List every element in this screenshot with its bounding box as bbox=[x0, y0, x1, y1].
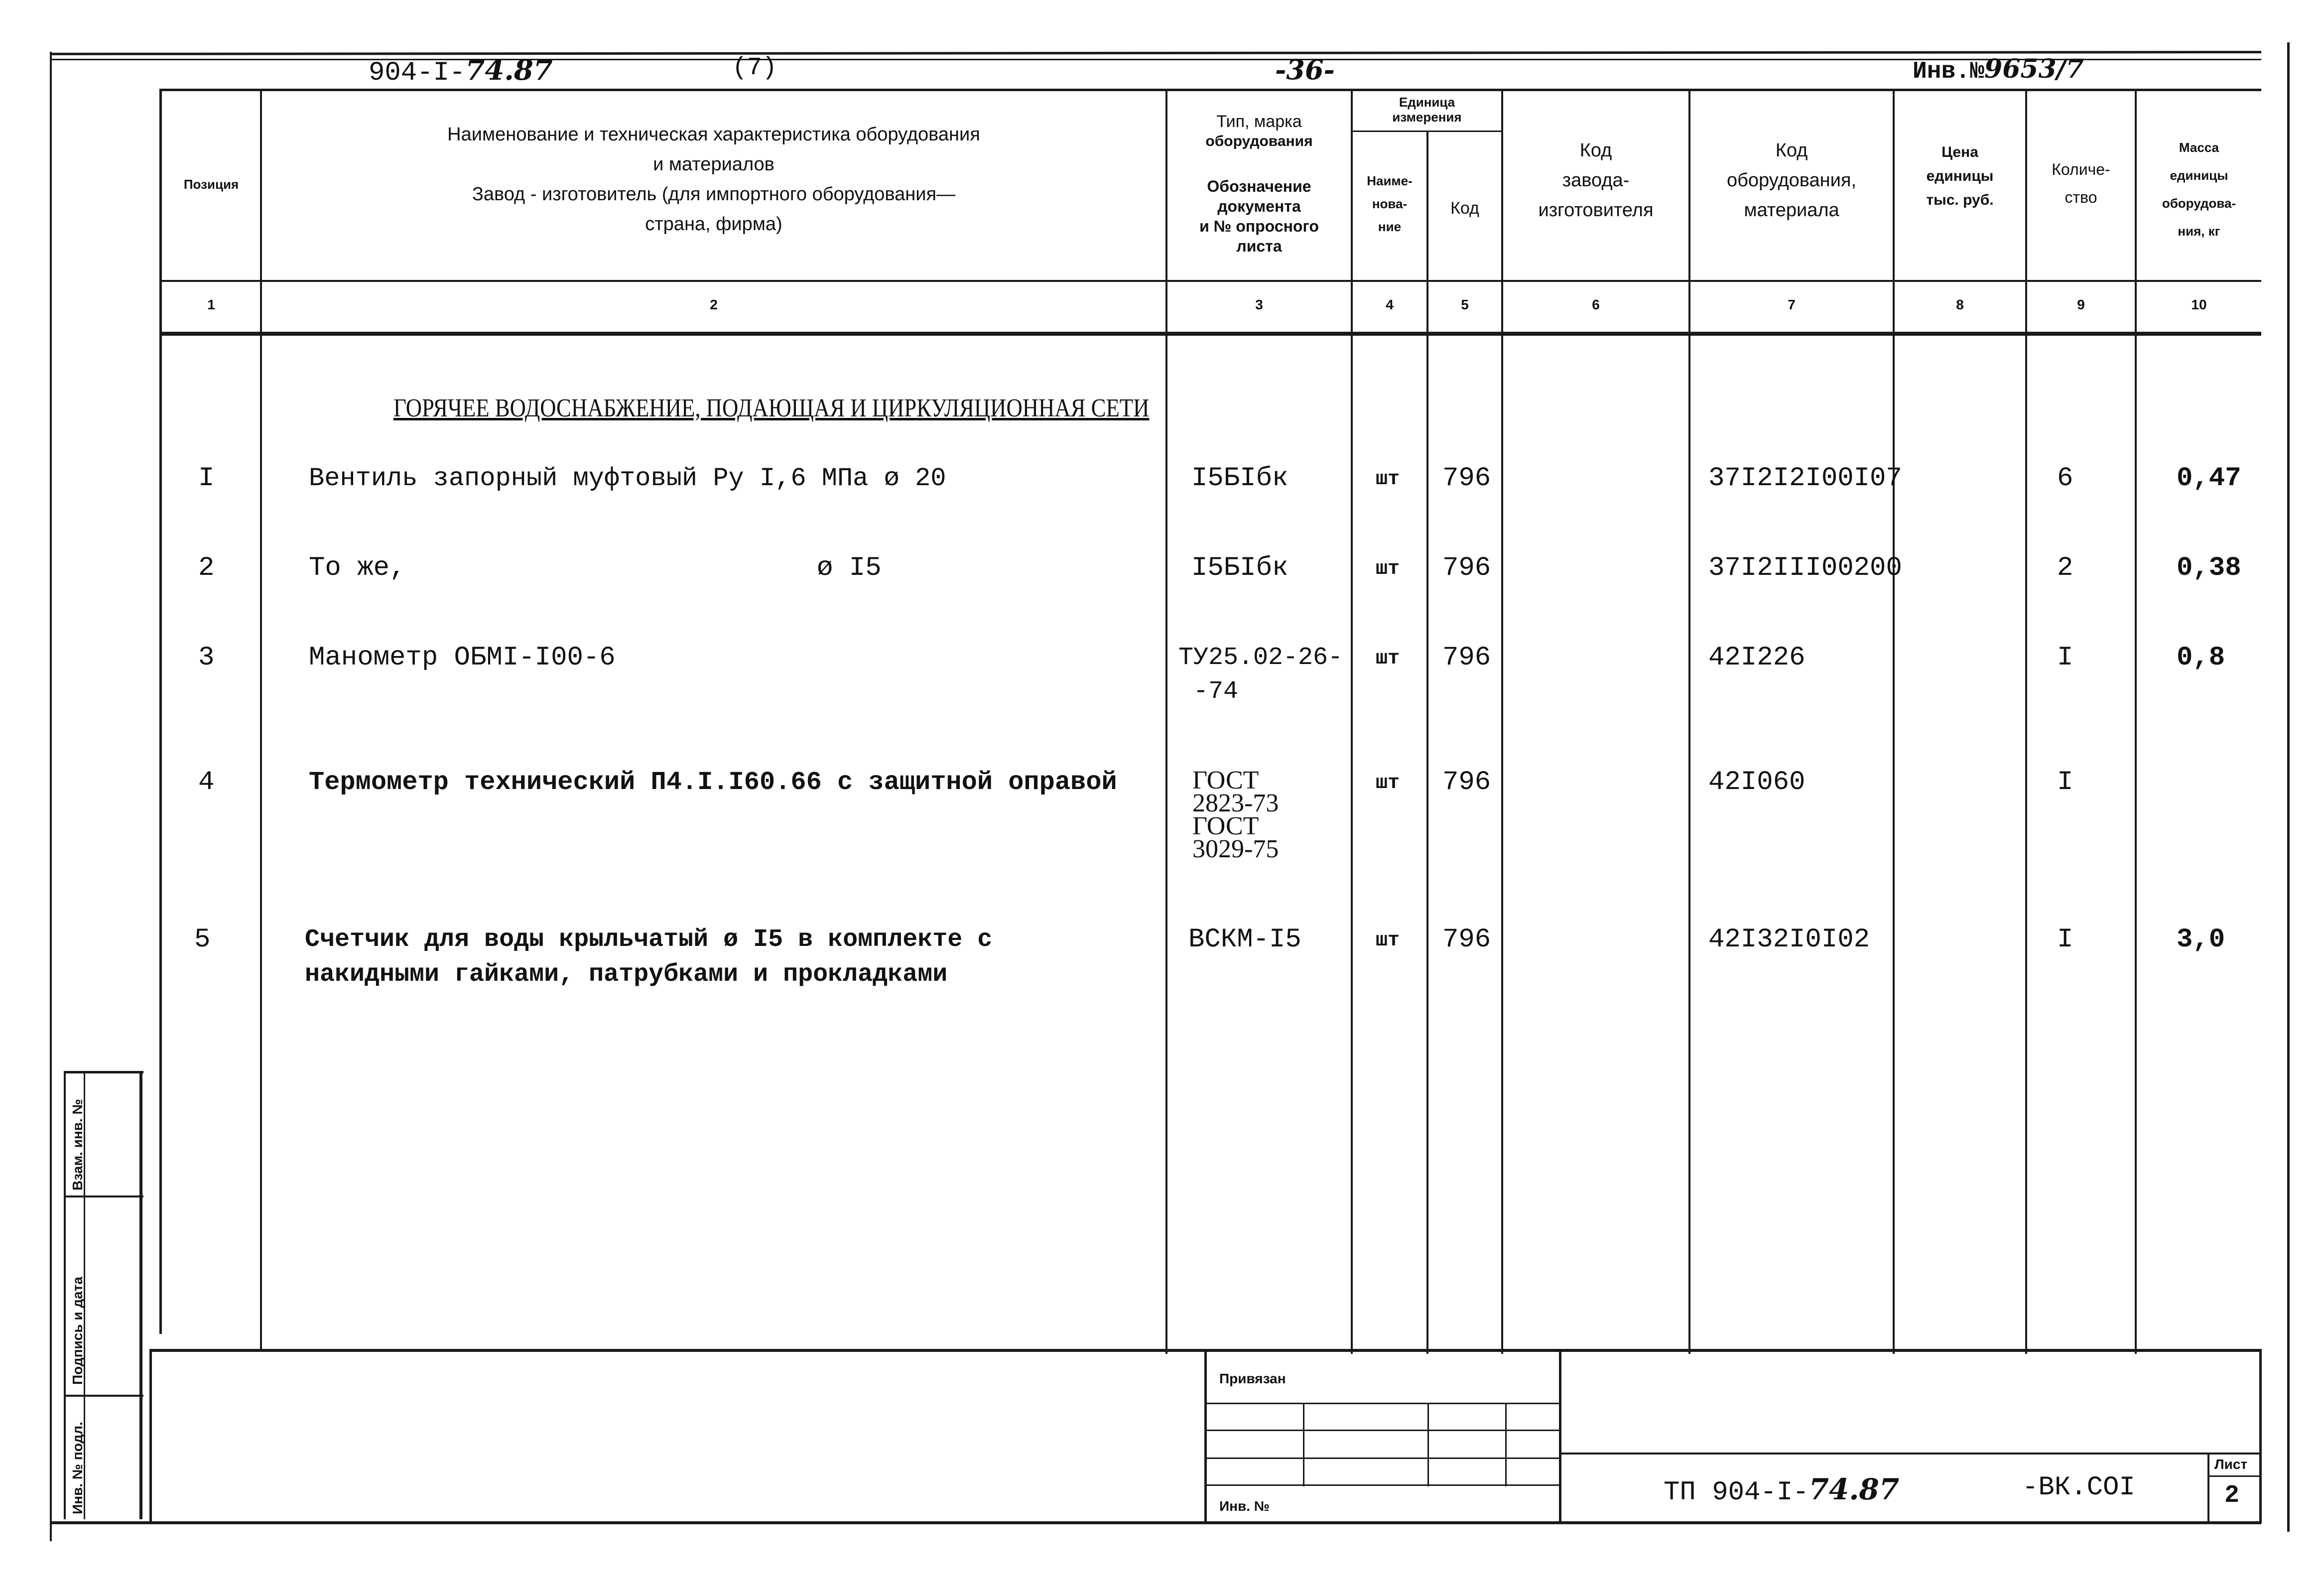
header-col4-line3: ние bbox=[1378, 219, 1402, 234]
row5-mass: 3,0 bbox=[2177, 925, 2225, 955]
header-col3-doc4: листа bbox=[1236, 237, 1282, 255]
tp-code-suffix: -ВК.СОI bbox=[2022, 1472, 2135, 1503]
side-stamp-podpis: Подпись и дата bbox=[70, 1277, 85, 1385]
row5-qty: I bbox=[2057, 925, 2073, 955]
sheet-label: Лист bbox=[2214, 1456, 2248, 1472]
row1-mass: 0,47 bbox=[2177, 463, 2241, 494]
privyazan-box-left bbox=[1204, 1349, 1207, 1523]
sheet-value: 2 bbox=[2224, 1481, 2240, 1510]
header-col3 bbox=[1167, 112, 1351, 256]
row4-name: Термометр технический П4.I.I60.66 с защитной оправой bbox=[309, 768, 1117, 797]
header-col4 bbox=[1353, 169, 1426, 238]
colnum-1: 1 bbox=[207, 297, 215, 312]
unit-group-bottom bbox=[1351, 131, 1501, 132]
colsep-6 bbox=[1688, 89, 1690, 1354]
colsep-9 bbox=[2135, 89, 2137, 1354]
inventory-value: 9653/7 bbox=[1984, 54, 2084, 84]
row1-qty: 6 bbox=[2057, 463, 2073, 494]
header-col10-line1: Масса bbox=[2179, 140, 2219, 155]
header-col9-line1: Количе- bbox=[2052, 160, 2110, 178]
row2-unit: шт bbox=[1376, 558, 1400, 580]
row2-mass: 0,38 bbox=[2177, 553, 2241, 583]
privyazan-grid-v2 bbox=[1427, 1403, 1429, 1486]
colsep-2 bbox=[1165, 89, 1167, 1354]
frame-left-outer bbox=[50, 52, 52, 1541]
header-col2-line1: Наименование и техническая характеристика оборудования bbox=[447, 124, 980, 145]
header-col3-doc3: и № опросного bbox=[1199, 217, 1319, 235]
privyazan-label: Привязан bbox=[1219, 1371, 1286, 1386]
row5-unit: шт bbox=[1376, 929, 1400, 952]
inventory-label: Инв.№ bbox=[1913, 58, 1985, 85]
header-bottom bbox=[159, 280, 2261, 282]
header-col2 bbox=[262, 120, 1165, 239]
row3-qty: I bbox=[2057, 643, 2073, 673]
header-unit-group bbox=[1353, 95, 1501, 125]
privyazan-grid-v1 bbox=[1303, 1403, 1304, 1486]
header-col9-line2: ство bbox=[2065, 188, 2097, 206]
colsep-7 bbox=[1893, 89, 1895, 1354]
row2-name-size: ø I5 bbox=[817, 553, 882, 583]
row2-code: 796 bbox=[1442, 553, 1491, 583]
tp-code bbox=[1664, 1472, 1899, 1508]
header-col5: Код bbox=[1450, 199, 1479, 218]
row5-name-line1: Счетчик для воды крыльчатый ø I5 в комплекте с bbox=[305, 926, 993, 954]
sheet-box-mid bbox=[2207, 1475, 2261, 1477]
row1-equip-code: 37I2I2I00I07 bbox=[1708, 463, 1902, 494]
row3-unit: шт bbox=[1376, 648, 1400, 670]
side-stamp-right bbox=[139, 1071, 142, 1519]
doc-code-prefix: 904-I- bbox=[369, 58, 466, 88]
header-col2-line4: страна, фирма) bbox=[645, 214, 782, 235]
row5-name-line2: накидными гайками, патрубками и прокладками bbox=[305, 960, 948, 989]
colsep-1 bbox=[260, 89, 262, 1349]
row3-equip-code: 42I226 bbox=[1708, 643, 1806, 673]
header-col7 bbox=[1690, 135, 1893, 225]
side-stamp-top bbox=[64, 1071, 143, 1073]
header-col6 bbox=[1503, 135, 1688, 225]
row5-code: 796 bbox=[1442, 925, 1491, 955]
colsep-3 bbox=[1351, 89, 1353, 1354]
header-col1: Позиция bbox=[183, 177, 239, 192]
header-col6-line2: завода- bbox=[1562, 170, 1630, 191]
colsep-5 bbox=[1501, 89, 1503, 1354]
doc-code-hand: 74.87 bbox=[465, 54, 553, 87]
row3-type-line1: ТУ25.02-26- bbox=[1178, 644, 1343, 672]
title-block-bottom bbox=[50, 1521, 2261, 1524]
row5-type: ВСКМ-I5 bbox=[1188, 925, 1301, 955]
privyazan-grid-v3 bbox=[1505, 1403, 1507, 1486]
header-col6-line3: изготовителя bbox=[1538, 200, 1654, 221]
row4-pos: 4 bbox=[198, 767, 215, 797]
header-col8 bbox=[1895, 140, 2025, 212]
colnum-9: 9 bbox=[2077, 297, 2085, 312]
row3-name: Манометр ОБМI-I00-6 bbox=[309, 643, 616, 673]
colnum-7: 7 bbox=[1788, 297, 1796, 312]
frame-right bbox=[2287, 42, 2290, 1532]
header-col10-line3: оборудова- bbox=[2162, 196, 2236, 211]
header-col7-line2: оборудования, bbox=[1726, 170, 1857, 191]
colsep-8 bbox=[2025, 89, 2027, 1354]
row3-type-line2: -74 bbox=[1178, 677, 1239, 706]
row2-pos: 2 bbox=[198, 553, 215, 583]
header-col8-line3: тыс. руб. bbox=[1926, 192, 1994, 208]
page-number: -36- bbox=[1275, 54, 1335, 86]
header-col4-line1: Наиме- bbox=[1367, 173, 1413, 188]
header-col3-type2: оборудования bbox=[1205, 133, 1313, 149]
header-col7-line1: Код bbox=[1775, 140, 1808, 161]
numbers-bottom bbox=[159, 332, 2261, 336]
table-top bbox=[159, 89, 2261, 91]
row5-pos: 5 bbox=[194, 925, 211, 955]
title-block-right bbox=[2259, 1349, 2262, 1523]
row3-mass: 0,8 bbox=[2177, 643, 2225, 673]
header-col4-line2: нова- bbox=[1372, 196, 1408, 211]
tp-code-hand: 74.87 bbox=[1808, 1472, 1900, 1506]
sheet-box-left bbox=[2207, 1453, 2209, 1522]
row1-name: Вентиль запорный муфтовый Ру I,6 МПа ø 20 bbox=[309, 464, 946, 493]
colnum-6: 6 bbox=[1592, 297, 1600, 312]
doc-code-row-top bbox=[1559, 1453, 2261, 1455]
colnum-2: 2 bbox=[710, 297, 718, 312]
side-stamp-inv-podl: Инв. № подл. bbox=[70, 1422, 85, 1514]
row4-qty: I bbox=[2057, 767, 2073, 797]
row1-unit: шт bbox=[1376, 468, 1400, 491]
header-col3-doc2: документа bbox=[1217, 197, 1301, 215]
header-col3-type: Тип, марка bbox=[1216, 112, 1302, 131]
inv-no-label: Инв. № bbox=[1219, 1498, 1270, 1514]
row4-code: 796 bbox=[1442, 767, 1491, 797]
row4-equip-code: 42I060 bbox=[1708, 767, 1806, 797]
header-unit-line1: Единица bbox=[1399, 95, 1455, 110]
privyazan-box-right bbox=[1559, 1349, 1561, 1523]
header-col8-line2: единицы bbox=[1926, 168, 1994, 184]
colsep-4 bbox=[1426, 131, 1428, 1354]
header-col10 bbox=[2137, 133, 2261, 245]
header-col3-doc1: Обозначение bbox=[1207, 177, 1311, 195]
header-col2-line3: Завод - изготовитель (для импортного оборудования— bbox=[472, 184, 956, 205]
colnum-3: 3 bbox=[1255, 297, 1263, 312]
colnum-4: 4 bbox=[1386, 297, 1394, 312]
row2-qty: 2 bbox=[2057, 553, 2073, 583]
row4-type-line3: ГОСТ bbox=[1192, 812, 1259, 840]
row4-type-line2: 2823-73 bbox=[1192, 789, 1279, 817]
tp-code-prefix: ТП 904-I- bbox=[1664, 1477, 1809, 1508]
row3-pos: 3 bbox=[198, 643, 215, 673]
header-col10-line4: ния, кг bbox=[2178, 224, 2220, 239]
sheet-in-parens: (7) bbox=[732, 54, 777, 82]
side-stamp-left bbox=[64, 1071, 66, 1519]
row3-code: 796 bbox=[1442, 643, 1491, 673]
row1-pos: I bbox=[198, 463, 215, 494]
header-col7-line3: материала bbox=[1744, 200, 1839, 221]
header-unit-line2: измерения bbox=[1392, 110, 1462, 125]
colnum-5: 5 bbox=[1461, 297, 1469, 312]
header-col2-line2: и материалов bbox=[653, 154, 775, 175]
colnum-8: 8 bbox=[1956, 297, 1964, 312]
colnum-10: 10 bbox=[2191, 297, 2207, 312]
table-left bbox=[159, 89, 162, 1334]
row4-unit: шт bbox=[1376, 772, 1400, 794]
row2-name: То же, bbox=[309, 553, 406, 583]
doc-code bbox=[369, 54, 553, 88]
side-stamp-vzam: Взам. инв. № bbox=[70, 1099, 85, 1191]
row4-type bbox=[1192, 766, 1279, 863]
row2-equip-code: 37I2III00200 bbox=[1708, 553, 1902, 583]
section-title: ГОРЯЧЕЕ ВОДОСНАБЖЕНИЕ, ПОДАЮЩАЯ И ЦИРКУЛЯЦИОННАЯ СЕТИ bbox=[393, 394, 1150, 422]
row2-type: I5БIбк bbox=[1191, 553, 1289, 583]
header-col8-line1: Цена bbox=[1941, 144, 1978, 160]
row1-code: 796 bbox=[1442, 463, 1491, 494]
row4-type-line4: 3029-75 bbox=[1192, 835, 1279, 863]
row1-type: I5БIбк bbox=[1191, 463, 1289, 494]
header-col9 bbox=[2027, 155, 2135, 211]
row5-equip-code: 42I32I0I02 bbox=[1708, 925, 1870, 955]
side-stamp-div2 bbox=[64, 1395, 143, 1397]
header-col6-line1: Код bbox=[1579, 140, 1612, 161]
inventory-number bbox=[1913, 54, 2084, 85]
title-block-left bbox=[149, 1349, 152, 1523]
side-stamp-div1 bbox=[64, 1195, 143, 1197]
row4-type-line1: ГОСТ bbox=[1192, 766, 1259, 794]
header-col10-line2: единицы bbox=[2170, 168, 2228, 183]
